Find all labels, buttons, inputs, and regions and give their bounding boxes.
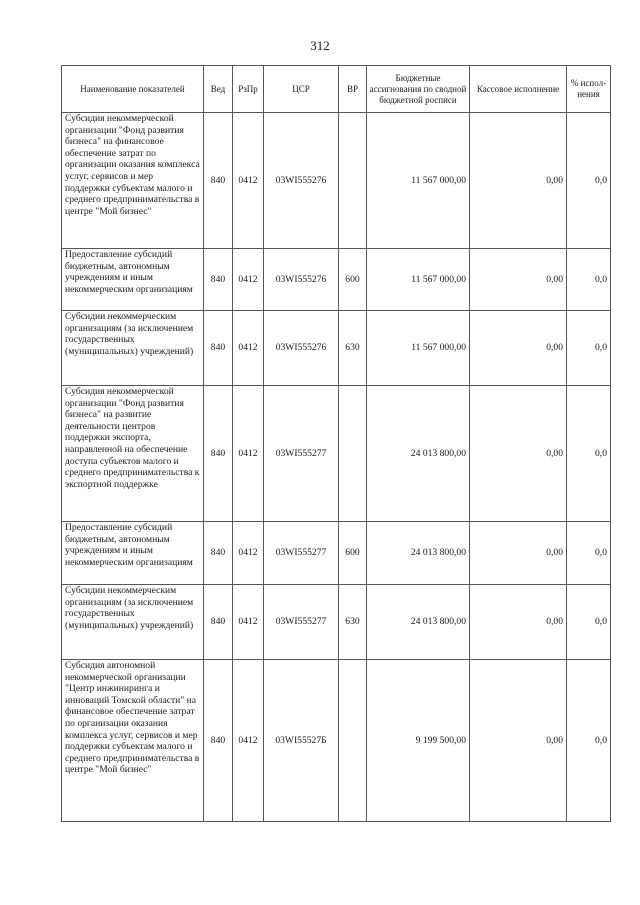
row-vr: [339, 660, 367, 822]
row-csr: 03WI555277: [264, 585, 339, 660]
row-ved: 840: [204, 249, 233, 311]
table-row: [62, 585, 611, 660]
row-ved: 840: [204, 311, 233, 386]
row-percent: 0,0: [567, 585, 611, 660]
row-cash: 0,00: [470, 522, 567, 585]
row-name: Субсидия некоммерческой организации "Фонд развития бизнеса" на финансовое обеспечение затрат по организации оказания комплекса услуг, сервисов и мер поддержки субъектам малого и среднего предпринимательства в центре "Мой бизнес": [62, 113, 204, 249]
row-budget: 11 567 000,00: [367, 311, 470, 386]
row-csr: 03WI555276: [264, 113, 339, 249]
header-cash: Кассовое исполнение: [470, 66, 567, 113]
row-percent: 0,0: [567, 660, 611, 822]
row-rzpr: 0412: [233, 386, 264, 522]
page-number: 312: [310, 38, 330, 53]
table-row: [62, 522, 611, 585]
table-row: [62, 311, 611, 386]
row-vr: 600: [339, 249, 367, 311]
row-budget: 24 013 800,00: [367, 585, 470, 660]
row-vr: 600: [339, 522, 367, 585]
row-cash: 0,00: [470, 386, 567, 522]
row-name: Предоставление субсидий бюджетным, автономным учреждениям и иным некоммерческим организациям: [62, 522, 204, 585]
row-cash: 0,00: [470, 585, 567, 660]
row-rzpr: 0412: [233, 585, 264, 660]
row-budget: 24 013 800,00: [367, 386, 470, 522]
row-ved: 840: [204, 113, 233, 249]
row-ved: 840: [204, 585, 233, 660]
row-csr: 03WI555276: [264, 311, 339, 386]
header-budget: Бюджетные ассигнования по сводной бюджетной росписи: [367, 66, 470, 113]
row-budget: 11 567 000,00: [367, 249, 470, 311]
row-rzpr: 0412: [233, 522, 264, 585]
row-cash: 0,00: [470, 249, 567, 311]
row-name: Предоставление субсидий бюджетным, автономным учреждениям и иным некоммерческим организациям: [62, 249, 204, 311]
table-header-row: [62, 66, 611, 113]
row-name: Субсидии некоммерческим организациям (за исключением государственных (муниципальных) учреждений): [62, 585, 204, 660]
header-percent: % испол-нения: [567, 66, 611, 113]
row-vr: 630: [339, 311, 367, 386]
table-row: [62, 660, 611, 822]
row-csr: 03WI555277: [264, 522, 339, 585]
row-vr: [339, 386, 367, 522]
header-ved: Вед: [204, 66, 233, 113]
row-budget: 24 013 800,00: [367, 522, 470, 585]
row-rzpr: 0412: [233, 113, 264, 249]
header-name: Наименование показателей: [62, 66, 204, 113]
row-percent: 0,0: [567, 311, 611, 386]
table-row: [62, 113, 611, 249]
row-percent: 0,0: [567, 113, 611, 249]
row-ved: 840: [204, 386, 233, 522]
row-name: Субсидия некоммерческой организации "Фонд развития бизнеса" на развитие деятельности центров поддержки экспорта, направленной на обеспечение доступа субъектов малого и среднего предпринимательства к экспортной поддержке: [62, 386, 204, 522]
row-vr: 630: [339, 585, 367, 660]
row-budget: 9 199 500,00: [367, 660, 470, 822]
header-csr: ЦСР: [264, 66, 339, 113]
row-percent: 0,0: [567, 522, 611, 585]
row-rzpr: 0412: [233, 311, 264, 386]
row-cash: 0,00: [470, 311, 567, 386]
row-vr: [339, 113, 367, 249]
row-name: Субсидия автономной некоммерческой организации "Центр инжиниринга и инноваций Томской области" на финансовое обеспечение затрат по организации оказания комплекса услуг, сервисов и мер поддержки субъектам малого и среднего предпринимательства в центре "Мой бизнес": [62, 660, 204, 822]
row-csr: 03WI55527Б: [264, 660, 339, 822]
row-csr: 03WI555277: [264, 386, 339, 522]
row-percent: 0,0: [567, 249, 611, 311]
header-vr: ВР: [339, 66, 367, 113]
table-row: [62, 386, 611, 522]
row-cash: 0,00: [470, 660, 567, 822]
row-ved: 840: [204, 522, 233, 585]
row-name: Субсидии некоммерческим организациям (за исключением государственных (муниципальных) учреждений): [62, 311, 204, 386]
row-rzpr: 0412: [233, 660, 264, 822]
row-ved: 840: [204, 660, 233, 822]
table-row: [62, 249, 611, 311]
row-percent: 0,0: [567, 386, 611, 522]
row-budget: 11 567 000,00: [367, 113, 470, 249]
row-rzpr: 0412: [233, 249, 264, 311]
header-rzpr: РзПр: [233, 66, 264, 113]
budget-table: [61, 65, 611, 822]
row-csr: 03WI555276: [264, 249, 339, 311]
row-cash: 0,00: [470, 113, 567, 249]
